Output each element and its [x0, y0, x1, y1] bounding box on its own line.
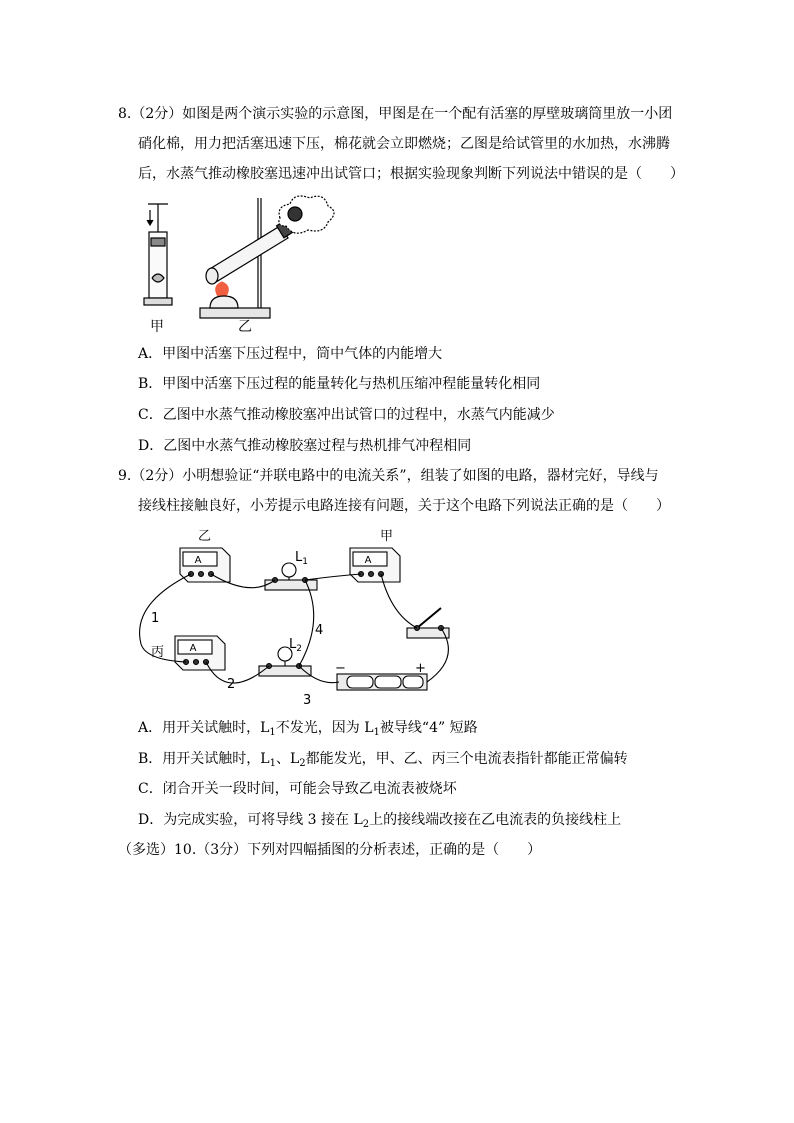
- q8-option-d: D．乙图中水蒸气推动橡胶塞过程与热机排气冲程相同: [138, 438, 472, 454]
- ammeter-yi: [180, 548, 230, 582]
- q9-option-b: B．用开关试触时，$L_1$、$L_2$都能发光，甲、乙、丙三个电流表指针都能正常偏转: [138, 751, 628, 769]
- q8-figure: [130, 190, 350, 335]
- fig-label-jia: 甲: [150, 319, 164, 335]
- label-l2: $L_2$: [289, 637, 302, 654]
- label-meter-jia: 甲: [380, 529, 394, 544]
- label-battery-minus: −: [335, 661, 346, 676]
- jia-piston-cylinder: [144, 204, 172, 305]
- bulb-l2: [259, 647, 311, 676]
- q8-option-c: C．乙图中水蒸气推动橡胶塞冲出试管口的过程中，水蒸气内能减少: [138, 407, 555, 423]
- switch: [407, 608, 449, 638]
- label-wire-3: 3: [303, 693, 312, 708]
- label-wire-4: 4: [315, 623, 324, 638]
- meter-bing-symbol: A: [189, 643, 197, 654]
- q9-option-c: C．闭合开关一段时间，可能会导致乙电流表被烧坏: [138, 781, 457, 797]
- bulb-l1: [265, 563, 317, 590]
- ammeter-jia: [350, 548, 400, 582]
- q8-option-a: A．甲图中活塞下压过程中，筒中气体的内能增大: [138, 346, 443, 362]
- ammeter-bing: [175, 636, 225, 670]
- q10-stem-line1: （多选）10.（3分）下列对四幅插图的分析表述，正确的是（ ）: [118, 842, 542, 858]
- q9-option-d: D．为完成实验，可将导线 3 接在 $L_2$上的接线端改接在乙电流表的负接线柱上: [138, 812, 622, 830]
- label-meter-yi: 乙: [198, 529, 212, 544]
- meter-yi-symbol: A: [194, 555, 202, 566]
- battery-pack: [337, 674, 427, 690]
- label-wire-2: 2: [227, 677, 236, 692]
- meter-jia-symbol: A: [364, 555, 372, 566]
- q9-circuit-figure: [135, 524, 475, 710]
- q8-stem-line2: 硝化棉，用力把活塞迅速下压，棉花就会立即燃烧；乙图是给试管里的水加热，水沸腾: [138, 136, 670, 152]
- label-wire-1: 1: [151, 611, 160, 626]
- yi-test-tube-apparatus: [200, 196, 334, 318]
- q8-stem-line3: 后，水蒸气推动橡胶塞迅速冲出试管口；根据实验现象判断下列说法中错误的是（ ）: [138, 166, 684, 182]
- fig-label-yi: 乙: [238, 319, 252, 335]
- q9-option-a: A．用开关试触时，$L_1$不发光，因为 $L_1$被导线“4” 短路: [138, 720, 478, 738]
- label-meter-bing: 丙: [151, 645, 165, 660]
- label-battery-plus: +: [415, 661, 426, 676]
- q8-stem-line1: 8.（2分）如图是两个演示实验的示意图，甲图是在一个配有活塞的厚壁玻璃筒里放一小团: [118, 106, 673, 122]
- q8-option-b: B．甲图中活塞下压过程的能量转化与热机压缩冲程能量转化相同: [138, 376, 541, 392]
- q9-stem-line1: 9.（2分）小明想验证“并联电路中的电流关系”，组装了如图的电路，器材完好，导线与: [118, 468, 659, 484]
- label-l1: $L_1$: [295, 550, 308, 567]
- q9-stem-line2: 接线柱接触良好，小芳提示电路连接有问题，关于这个电路下列说法正确的是（ ）: [138, 498, 670, 514]
